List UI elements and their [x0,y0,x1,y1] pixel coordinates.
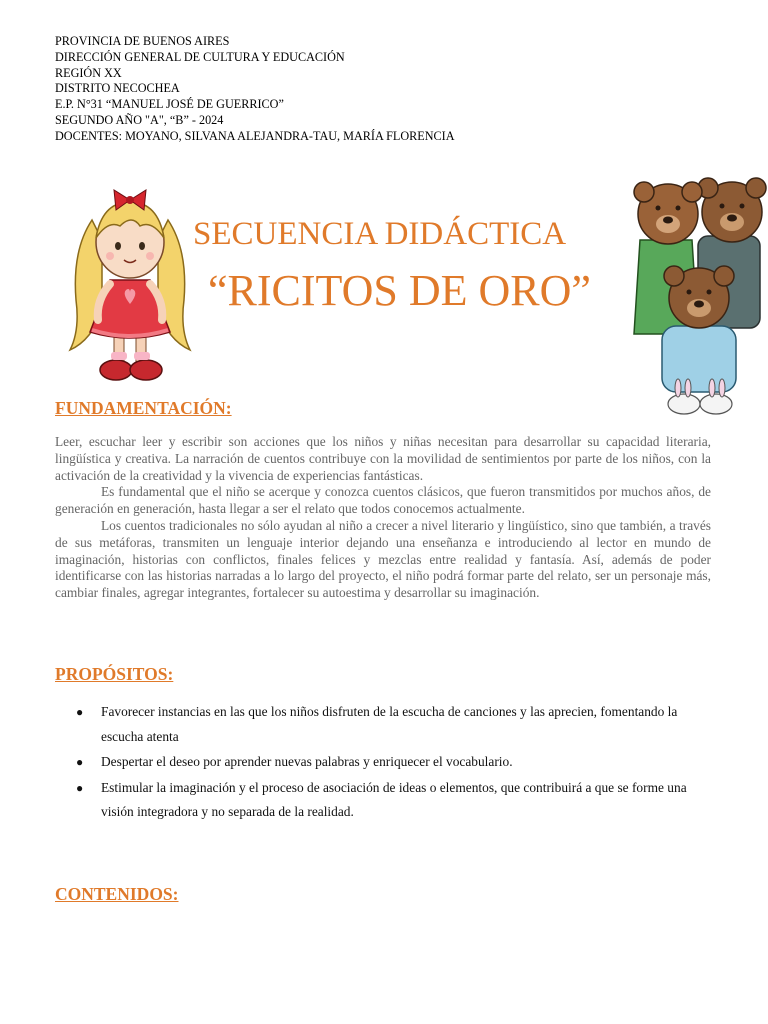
goldilocks-illustration [62,180,198,386]
list-item: ● Despertar el deseo por aprender nuevas palabras y enriquecer el vocabulario. [55,750,715,775]
propositos-list [55,700,715,826]
header-line-district: DISTRITO NECOCHEA [55,81,180,96]
bullet-icon: ● [76,780,84,795]
header-line-grade: SEGUNDO AÑO "A", “B” - 2024 [55,112,224,127]
fundamentacion-paragraph-2: Es fundamental que el niño se acerque y conozca cuentos clásicos, que fueron transmitidos por muchos años, de generación en generación, hasta llegar a ser el relato que todos conocemos actualmente. [55,484,711,517]
title-line-1: SECUENCIA DIDÁCTICA [193,216,567,252]
header-line-region: REGIÓN XX [55,65,122,80]
bullet-icon: ● [76,755,84,770]
document-header [55,34,455,145]
propositos-heading: PROPÓSITOS: [55,664,174,684]
fundamentacion-paragraph-3: Los cuentos tradicionales no sólo ayudan al niño a crecer a nivel literario y lingüístico, sino que también, a través de sus metáforas, transmiten un lenguaje interior dejando una enseñanza e introduciendo al lector en mundo de imaginación, historias con conflictos, finales felices y mezclas entre realidad y fantasía. Así, además de poder identificarse con las historias narradas a lo largo del proyecto, el niño podrá formar parte del relato, ser un personaje más, cambiar finales, agregar integrantes, fortalecer su autoestima y desarrollar su imaginación. [55,517,711,601]
bullet-icon: ● [76,705,84,719]
header-line-direction: DIRECCIÓN GENERAL DE CULTURA Y EDUCACIÓN [55,49,345,64]
three-bears-illustration [632,176,768,418]
list-item: ● Estimular la imaginación y el proceso de asociación de ideas o elementos, que contribuirá a que se forme una visión integradora y no separada de la realidad. [55,776,715,825]
header-line-school: E.P. N°31 “MANUEL JOSÉ DE GUERRICO” [55,97,284,112]
title-line-2: “RICITOS DE ORO” [208,266,591,315]
fundamentacion-heading: FUNDAMENTACIÓN: [55,398,232,418]
header-line-province: PROVINCIA DE BUENOS AIRES [55,34,230,48]
fundamentacion-paragraph-1: Leer, escuchar leer y escribir son acciones que los niños y niñas necesitan para desarrollar su capacidad literaria, lingüística y creativa. La narración de cuentos contribuye con la movilidad de sentimientos por parte de los niños, con la activación de la creatividad y la vivencia de experiencias fantásticas. [55,434,711,483]
list-item: ● Favorecer instancias en las que los niños disfruten de la escucha de canciones y las aprecien, fomentando la escucha atenta [55,700,715,749]
header-line-teachers: DOCENTES: MOYANO, SILVANA ALEJANDRA-TAU, MARÍA FLORENCIA [55,128,455,143]
contenidos-heading: CONTENIDOS: [55,884,179,904]
fundamentacion-text [55,434,711,602]
